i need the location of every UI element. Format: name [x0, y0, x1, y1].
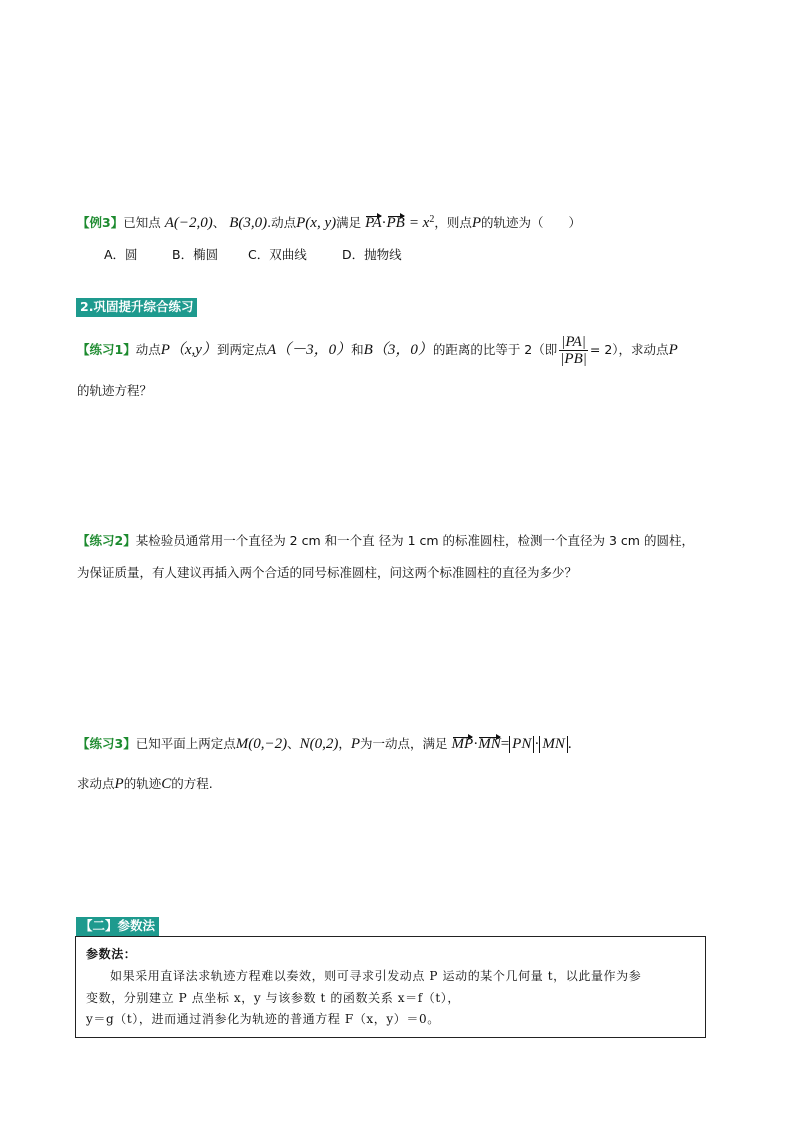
section-heading-parameter-method: 【二】参数法 — [76, 917, 159, 936]
option-d: D．抛物线 — [342, 247, 402, 262]
option-a: A．圆 — [104, 247, 138, 262]
text: 的轨迹为（ ） — [481, 215, 582, 230]
parameter-method-line2: 变数，分别建立 P 点坐标 x，y 与该参数 t 的函数关系 x＝f（t）， — [86, 991, 460, 1005]
text: 为一动点，满足 — [360, 736, 448, 751]
point-p: P — [350, 736, 361, 752]
example3-tag: 【例3】 — [77, 215, 124, 230]
exercise1-line2: 的轨迹方程？ — [77, 383, 153, 398]
point-p: P(x, y) — [296, 215, 337, 231]
dot-operator: · — [473, 736, 479, 752]
exercise1-line — [77, 334, 678, 367]
option-c: C．双曲线 — [248, 247, 307, 262]
text: 到两定点 — [216, 342, 267, 357]
exercise2-line1 — [77, 531, 694, 549]
parameter-method-title: 参数法： — [86, 947, 137, 961]
curve-c: C — [161, 776, 172, 792]
distance-ratio-fraction — [559, 334, 588, 367]
text: .动点 — [267, 215, 297, 230]
text: 求动点 — [77, 776, 115, 791]
text: 已知点 — [123, 215, 161, 230]
parameter-method-line3: y＝g（t），进而通过消参化为轨迹的普通方程 F（x，y）＝0。 — [86, 1012, 440, 1026]
text: ，则点 — [434, 215, 472, 230]
fraction-numerator: |PA| — [561, 334, 586, 350]
exponent: 2 — [429, 213, 435, 225]
fraction-denominator: |PB| — [560, 351, 587, 367]
text: 已知平面上两定点 — [135, 736, 236, 751]
equals-sign: = — [500, 736, 510, 752]
example3-line — [77, 213, 581, 232]
vector-pb: PB — [386, 215, 405, 231]
parameter-method-box — [75, 936, 706, 1038]
vector-pa: PA — [365, 215, 382, 231]
dot-operator: · — [381, 215, 387, 231]
exercise3-tag: 【练习3】 — [77, 736, 136, 751]
magnitude-pn: PN — [509, 736, 534, 753]
exercise3-line1 — [77, 734, 572, 753]
text: 和 — [351, 342, 364, 357]
exercise3-line2 — [77, 774, 213, 793]
point-a: A(−2,0) — [164, 215, 213, 231]
vector-mn: MN — [478, 736, 501, 752]
exercise1-tag: 【练习1】 — [77, 342, 136, 357]
point-p: P — [471, 215, 482, 231]
text: 动点 — [135, 342, 161, 357]
exercise2-tag: 【练习2】 — [77, 533, 136, 548]
point-m: M(0,−2) — [235, 736, 288, 752]
point-a: A（－3，0） — [266, 342, 352, 358]
equation-rhs: = x — [408, 215, 430, 231]
option-b: B．椭圆 — [172, 247, 219, 262]
exercise2-line2: 为保证质量，有人建议再插入两个合适的同号标准圆柱，问这两个标准圆柱的直径为多少？ — [77, 565, 578, 580]
point-p: P（x,y） — [160, 342, 217, 358]
point-b: B（3，0） — [363, 342, 433, 358]
text: = 2），求动点 — [589, 342, 669, 357]
magnitude-mn: MN — [539, 736, 568, 753]
text: 、 — [287, 736, 300, 751]
text: 满足 — [336, 215, 362, 230]
point-b: B(3,0) — [229, 215, 268, 231]
parameter-method-line1: 如果采用直译法求轨迹方程难以奏效，则可寻求引发动点 P 运动的某个几何量 t，以此量作为参 — [110, 969, 642, 983]
text: 某检验员通常用一个直径为 2 cm 和一个直 径为 1 cm 的标准圆柱，检测一个直径为 3 cm 的圆柱， — [135, 533, 694, 548]
section-heading-consolidation: 2.巩固提升综合练习 — [76, 298, 197, 317]
point-p: P — [668, 342, 678, 358]
text: 、 — [212, 215, 226, 230]
text: ， — [338, 736, 351, 751]
dot-operator: · — [534, 736, 540, 752]
text: 的距离的比等于 2（即 — [432, 342, 558, 357]
period: . — [567, 736, 572, 752]
vector-mp: MP — [451, 736, 474, 752]
text: 的轨迹 — [123, 776, 162, 791]
text: 的方程. — [171, 776, 213, 791]
point-n: N(0,2) — [299, 736, 339, 752]
point-p: P — [114, 776, 124, 792]
